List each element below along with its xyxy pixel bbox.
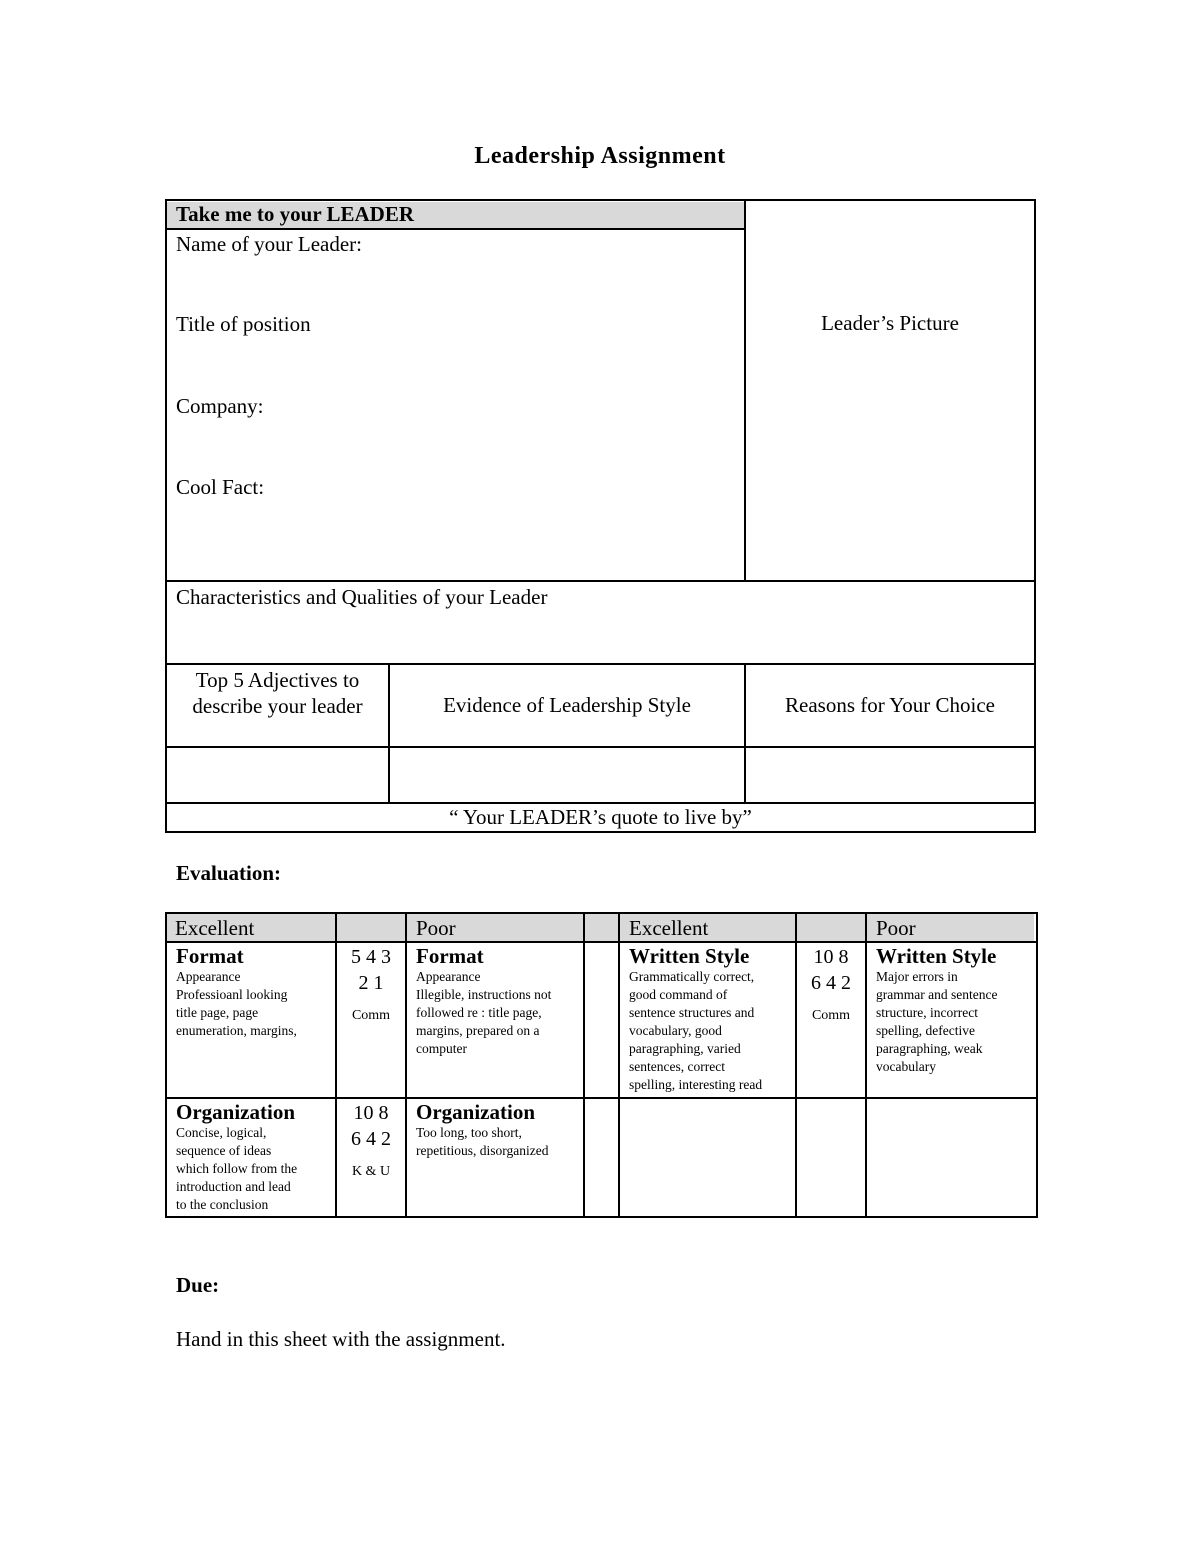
written-style-score-cell: 10 8 6 4 2 Comm bbox=[811, 946, 851, 1023]
evaluation-label: Evaluation: bbox=[176, 861, 282, 885]
field-title-label: Title of position bbox=[176, 312, 311, 336]
format-excellent-cell: Format Appearance Professioanl looking title page, page enumeration, margins, bbox=[176, 944, 297, 1038]
format-score-cell: 5 4 3 2 1 Comm bbox=[351, 946, 391, 1023]
organization-poor-cell: Organization Too long, too short, repetitious, disorganized bbox=[416, 1100, 549, 1158]
format-poor-cell: Format Appearance Illegible, instructions not followed re : title page, margins, prepared on a computer bbox=[416, 944, 552, 1056]
field-cool-fact-label: Cool Fact: bbox=[176, 475, 265, 499]
written-style-poor-cell: Written Style Major errors in grammar and sentence structure, incorrect spelling, defective paragraphing, weak vocabulary bbox=[876, 944, 998, 1074]
organization-score-cell: 10 8 6 4 2 K & U bbox=[351, 1102, 391, 1179]
rubric-header-excellent-2: Excellent bbox=[629, 916, 709, 940]
rubric-header-poor-1: Poor bbox=[416, 916, 456, 940]
due-instructions: Hand in this sheet with the assignment. bbox=[176, 1327, 506, 1351]
leader-header: Take me to your LEADER bbox=[176, 202, 415, 226]
reasons-column-header: Reasons for Your Choice bbox=[785, 693, 995, 717]
field-company-label: Company: bbox=[176, 394, 264, 418]
rubric-header-poor-2: Poor bbox=[876, 916, 916, 940]
page-title: Leadership Assignment bbox=[474, 143, 726, 169]
field-name-label: Name of your Leader: bbox=[176, 232, 362, 256]
leader-picture-placeholder: Leader’s Picture bbox=[821, 311, 959, 335]
leader-quote: “ Your LEADER’s quote to live by” bbox=[449, 805, 752, 829]
due-label: Due: bbox=[176, 1273, 220, 1297]
written-style-excellent-cell: Written Style Grammatically correct, good command of sentence structures and vocabulary, good paragraphing, varied sentences, correct spelling, interesting read bbox=[629, 944, 763, 1092]
organization-excellent-cell: Organization Concise, logical, sequence of ideas which follow from the introduction and lead to the conclusion bbox=[176, 1100, 298, 1212]
rubric-header-excellent-1: Excellent bbox=[175, 916, 255, 940]
evidence-column-header: Evidence of Leadership Style bbox=[443, 693, 691, 717]
characteristics-label: Characteristics and Qualities of your Leader bbox=[176, 585, 548, 609]
leader-table-border bbox=[165, 199, 1036, 833]
adjectives-column-header: Top 5 Adjectives to describe your leader bbox=[192, 668, 363, 718]
